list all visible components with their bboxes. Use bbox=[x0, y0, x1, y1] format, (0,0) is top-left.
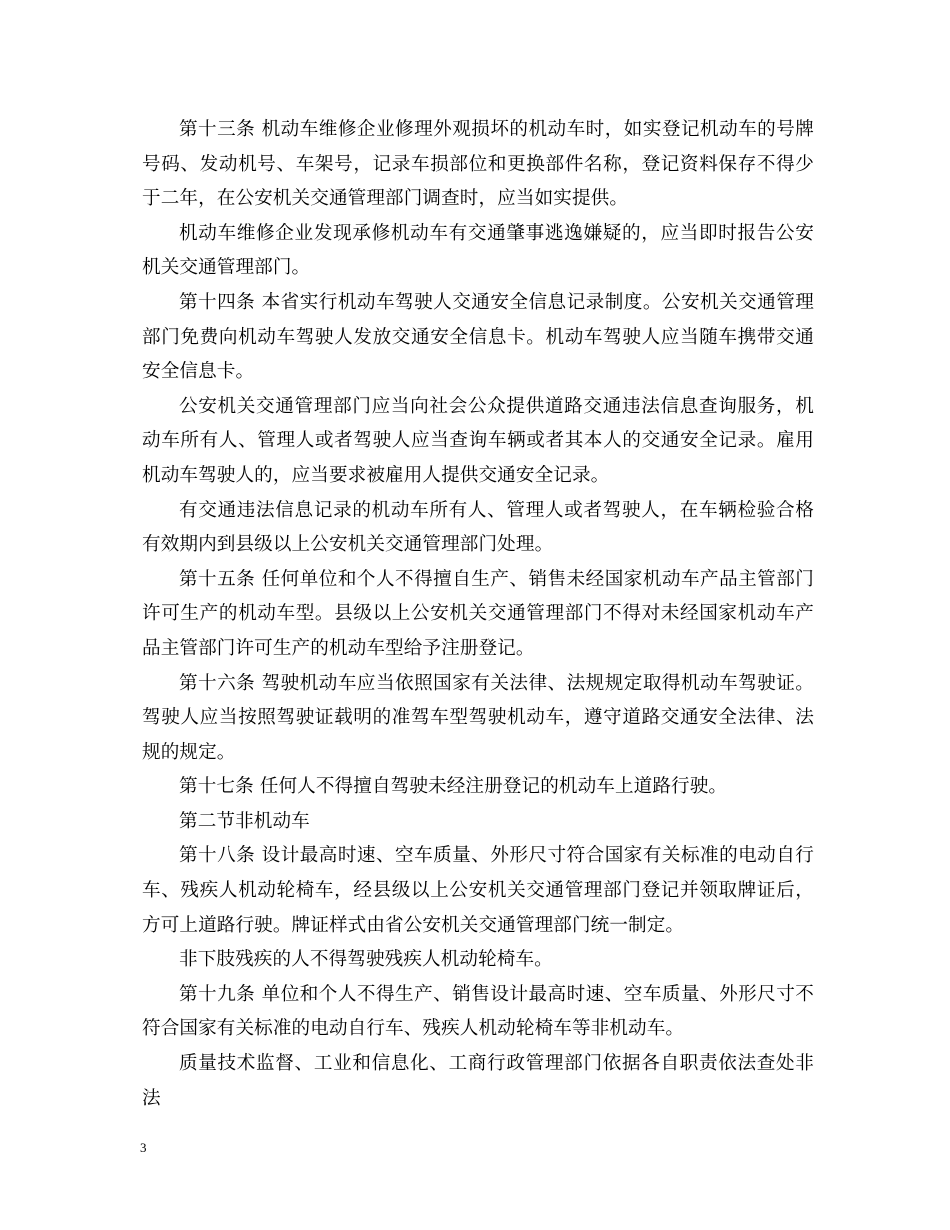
paragraph-article-19-clause-2: 质量技术监督、工业和信息化、工商行政管理部门依据各自职责依法查处非法 bbox=[142, 1053, 814, 1109]
section-heading: 第二节非机动车 bbox=[179, 810, 310, 832]
paragraph-article-18: 第十八条 设计最高时速、空车质量、外形尺寸符合国家有关标准的电动自行车、残疾人机动轮椅车，经县级以上公安机关交通管理部门登记并领取牌证后，方可上道路行驶。牌证样式由省公安机关交通管理部门统一制定。 bbox=[142, 845, 814, 936]
body-text bbox=[142, 113, 814, 1116]
paragraph-article-15: 第十五条 任何单位和个人不得擅自生产、销售未经国家机动车产品主管部门许可生产的机动车型。县级以上公安机关交通管理部门不得对未经国家机动车产品主管部门许可生产的机动车型给予注册登记。 bbox=[142, 568, 814, 659]
paragraph-article-17: 第十七条 任何人不得擅自驾驶未经注册登记的机动车上道路行驶。 bbox=[179, 776, 728, 798]
paragraph-article-13: 第十三条 机动车维修企业修理外观损坏的机动车时，如实登记机动车的号牌号码、发动机号、车架号，记录车损部位和更换部件名称，登记资料保存不得少于二年，在公安机关交通管理部门调查时，应当如实提供。 bbox=[142, 119, 814, 210]
paragraph-article-14-clause-3: 有交通违法信息记录的机动车所有人、管理人或者驾驶人，在车辆检验合格有效期内到县级以上公安机关交通管理部门处理。 bbox=[142, 499, 814, 556]
paragraph-article-18-clause-2: 非下肢残疾的人不得驾驶残疾人机动轮椅车。 bbox=[179, 949, 553, 971]
paragraph-article-14: 第十四条 本省实行机动车驾驶人交通安全信息记录制度。公安机关交通管理部门免费向机动车驾驶人发放交通安全信息卡。机动车驾驶人应当随车携带交通安全信息卡。 bbox=[142, 291, 814, 383]
paragraph-article-19: 第十九条 单位和个人不得生产、销售设计最高时速、空车质量、外形尺寸不符合国家有关标准的电动自行车、残疾人机动轮椅车等非机动车。 bbox=[142, 983, 814, 1040]
paragraph-article-13-clause-2: 机动车维修企业发现承修机动车有交通肇事逃逸嫌疑的，应当即时报告公安机关交通管理部门。 bbox=[142, 222, 814, 279]
page-number: 3 bbox=[140, 1140, 147, 1155]
paragraph-article-14-clause-2: 公安机关交通管理部门应当向社会公众提供道路交通违法信息查询服务，机动车所有人、管理人或者驾驶人应当查询车辆或者其本人的交通安全记录。雇用机动车驾驶人的，应当要求被雇用人提供交通安全记录。 bbox=[142, 395, 814, 486]
paragraph-article-16: 第十六条 驾驶机动车应当依照国家有关法律、法规规定取得机动车驾驶证。驾驶人应当按照驾驶证载明的准驾车型驾驶机动车，遵守道路交通安全法律、法规的规定。 bbox=[142, 672, 814, 763]
